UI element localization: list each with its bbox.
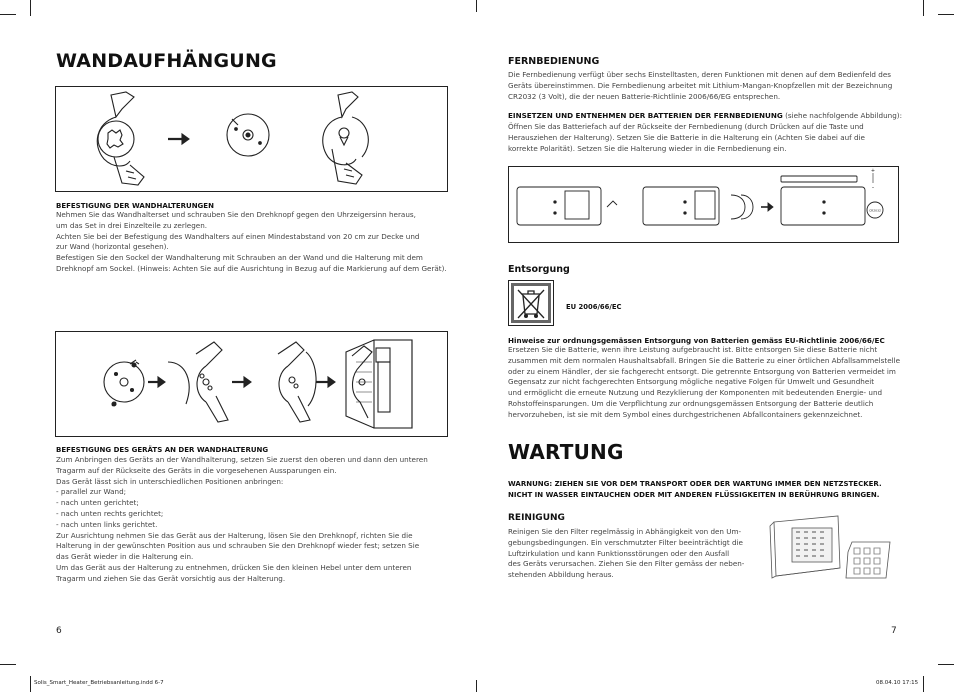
disposal-hint-heading: Hinweise zur ordnungsgemässen Entsorgung von Batterien gemäss EU-Richtlinie 2006/66/EC <box>508 336 885 345</box>
directive-label: EU 2006/66/EC <box>566 303 622 311</box>
remote-battery-illustration <box>508 166 899 243</box>
page-title-wartung: WARTUNG <box>508 440 624 464</box>
reinigung-text: Reinigen Sie den Filter regelmässig in Abhängigkeit von den Um- gebungsbedingungen. Ein verschmutzter Filter beeinträchtigt die Luftzirkulation und kann Funktionsstörungen oder den Ausfall des Geräts verursachen. Ziehen Sie den Filter gemäss der neben- stehenden Abbildung heraus. <box>508 527 745 580</box>
text-fernbedienung: Die Fernbedienung verfügt über sechs Einstelltasten, deren Funktionen mit denen auf dem Bedienfeld des Geräts übereinstimmen. Die Fernbedienung arbeitet mit Lithium-Mangan-Knopfzellen mit der Bezeichnung CR2032 (3 Volt), die der neuen Batterie-Richtlinie 2006/66/EG entsprechen. EINSETZEN UND ENTNEHMEN DER BATTERIEN DER FERNBEDIENUNG (siehe nachfolgende Abbildung): Öffnen Sie das Batteriefach auf der Rückseite der Fernbedienung (durch Drücken auf die Taste und Herausziehen der Halterung). Setzen Sie die Batterie in die Halterung ein (Achten Sie dabei auf die korrekte Polarität). Setzen Sie die Halterung wieder in die Fernbedienung ein. <box>508 70 903 153</box>
footer-filename: Solis_Smart_Heater_Betriebsanleitung.indd 6-7 <box>34 680 164 686</box>
plus-sign: + <box>870 168 876 174</box>
wall-mount-illustration <box>55 86 448 192</box>
filter-illustration <box>768 512 898 588</box>
heading-fernbedienung: FERNBEDIENUNG <box>508 56 600 67</box>
section-text-wandhalterungen: Nehmen Sie das Wandhalterset und schrauben Sie den Drehknopf gegen den Uhrzeigersinn heraus, um das Set in drei Einzelteile zu zerlegen. Achten Sie bei der Befestigung des Wandhalters auf einen Mindestabstand von 20 cm zur Decke und zur Wand (horizontal gesehen). Befestigen Sie den Sockel der Wandhalterung mit Schrauben an der Wand und die Halterung mit dem Drehknopf am Sockel. (Hinweis: Achten Sie auf die Ausrichtung in Bezug auf die Markierung auf dem Gerät). <box>56 210 447 273</box>
section-heading-wandhalterungen: BEFESTIGUNG DER WANDHALTERUNGEN <box>56 202 214 210</box>
footer-date: 08.04.10 17:15 <box>876 680 919 686</box>
disposal-text: Ersetzen Sie die Batterie, wenn ihre Leistung aufgebraucht ist. Bitte entsorgen Sie diese Batterie nicht zusammen mit dem normalen Haushaltsabfall. Bringen Sie die Batterie zu einer örtlichen Abfallsammelstelle oder zu einem Händler, der sie fachgerecht entsorgt. Die getrennte Entsorgung von Batterien vermeidet im Gegensatz zur nicht fachgerechten Entsorgung mögliche negative Folgen für Umwelt und Gesundheit und ermöglicht die erneute Nutzung und Rezyklierung der Komponenten mit bedeutenden Energie- und Rohstoffeinsparungen. Um die Verpflichtung zur ordnungsgemässen Entsorgung der Batterie deutlich hervorzuheben, ist sie mit dem Symbol eines durchgestrichenen Abfallcontainers gekennzeichnet. <box>508 345 901 419</box>
heading-entsorgung: Entsorgung <box>508 264 570 275</box>
warning-text: WARNUNG: ZIEHEN SIE VOR DEM TRANSPORT ODER DER WARTUNG IMMER DEN NETZSTECKER. NICHT IN WASSER EINTAUCHEN ODER MIT ANDEREN FLÜSSIGKEITEN IN BERÜHRUNG BRINGEN. <box>508 480 882 499</box>
section-text-geraet: Zum Anbringen des Geräts an der Wandhalterung, setzen Sie zuerst den oberen und dann den unteren Tragarm auf der Rückseite des Geräts in die vorgesehenen Aussparungen ein. Das Gerät lässt sich in unterschiedlichen Positionen anbringen: - parallel zur Wand; - nach unten gerichtet; - nach unten rechts gerichtet; - nach unten links gerichtet. Zur Ausrichtung nehmen Sie das Gerät aus der Halterung, lösen Sie den Drehknopf, richten Sie die Halterung in der gewünschten Position aus und schrauben Sie den Drehknopf wieder fest; setzen Sie das Gerät wieder in die Halterung ein. Um das Gerät aus der Halterung zu entnehmen, drücken Sie den kleinen Hebel unter dem unteren Tragarm und ziehen Sie das Gerät vorsichtig aus der Halterung. <box>56 455 428 583</box>
battery-heading: EINSETZEN UND ENTNEHMEN DER BATTERIEN DER FERNBEDIENUNG <box>508 111 783 121</box>
heading-reinigung: REINIGUNG <box>508 513 565 523</box>
battery-label: CR2032 <box>869 208 881 213</box>
device-mount-illustration <box>55 331 448 437</box>
weee-bin-icon <box>508 280 554 326</box>
page-number-right: 7 <box>891 626 897 636</box>
section-heading-geraet: BEFESTIGUNG DES GERÄTS AN DER WANDHALTERUNG <box>56 446 269 454</box>
page-title-wandaufhaengung: WANDAUFHÄNGUNG <box>56 50 277 72</box>
minus-sign: – <box>871 185 875 191</box>
page-number-left: 6 <box>56 626 62 636</box>
